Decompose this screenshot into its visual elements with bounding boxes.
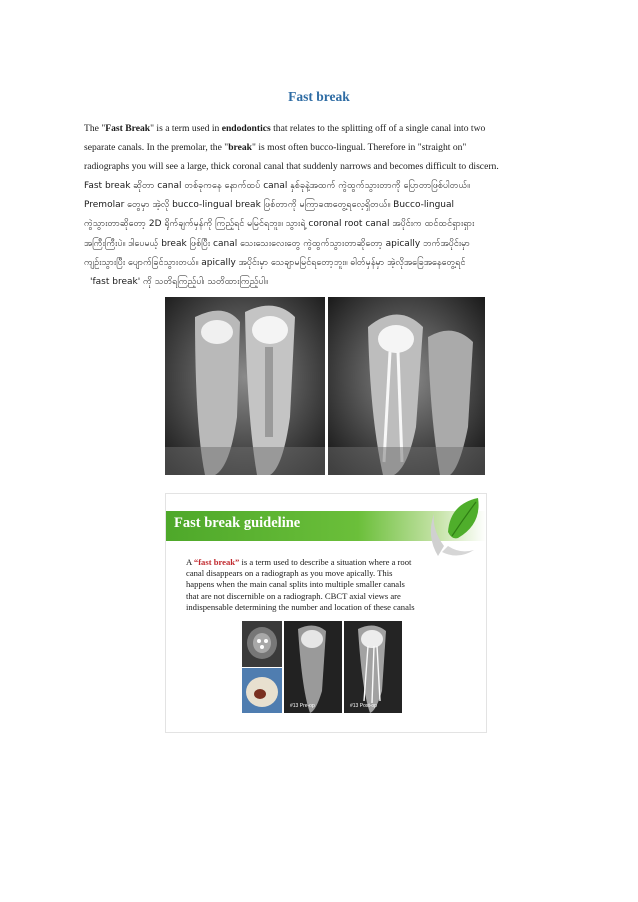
xray-postop-thumb: [344, 621, 402, 713]
english-line-3: radiographs you will see a large, thick coronal canal that suddenly narrows and becomes difficult to discern.: [84, 161, 499, 173]
slide-line-4: that are not discernible on a radiograph. CBCT axial views are: [186, 590, 401, 601]
xray-postop-image: [328, 297, 485, 475]
myanmar-paragraph: [84, 177, 562, 292]
xray-preop-thumb: [284, 621, 342, 713]
slide-line-1: A “fast break” is a term used to describe a situation where a root: [186, 557, 412, 567]
english-line-2: separate canals. In the premolar, the "break" is most often bucco-lingual. Therefore in "straight on": [84, 142, 467, 154]
myanmar-line-5: ကျဉ်းသွားပြီး ပျောက်ခြင်သွားတယ်။ apically အပိုင်းမှာ သေချာမမြင်ရတော့ဘူး။ ဓါတ်မှန်မှာ အဲ့လိုအခြေအနေတွေ့ရင်: [84, 257, 466, 268]
caption-postop: #13 Post-op: [350, 703, 377, 709]
page-title: Fast break: [288, 89, 350, 104]
dental-xray-figure: [165, 297, 485, 475]
english-paragraph: [84, 119, 562, 177]
xray-preop-image: [165, 297, 325, 475]
myanmar-line-2: Premolar တွေမှာ အဲ့လို bucco-lingual break ဖြစ်တာကို မကြာခဏတွေ့ရလေ့ရှိတယ်။ Bucco-lingual: [84, 200, 455, 211]
cbct-axial-image: [242, 621, 282, 667]
leaf-logo-icon: [424, 496, 486, 560]
slide-body: [186, 557, 476, 613]
myanmar-line-3: ကွဲသွားတာဆိုတော့ 2D ရိုက်ချက်မှန်ကို ကြည့်ရင် မမြင်ရဘူး။ သွားရဲ့ coronal root canal အပိုင်းက ထင်ထင်ရှားရှား: [84, 219, 475, 230]
tooth-crown-photo: [242, 668, 282, 713]
caption-preop: #13 Pre-op: [290, 703, 315, 709]
english-line-1: The "Fast Break" is a term used in endodontics that relates to the splitting off of a single canal into two: [84, 123, 486, 134]
myanmar-line-4: အကြီးကြီးပဲ။ ဒါပေမယ့် break ဖြစ်ပြီး canal သေးသေးလေးတွေ ကွဲထွက်သွားတာဆိုတော့ apically ဘက်အပိုင်းမှာ: [84, 238, 470, 249]
slide-heading: Fast break guideline: [174, 515, 301, 531]
myanmar-line-1: Fast break ဆိုတာ canal တစ်ခုကနေ နောက်ထပ် canal နှစ်ခုနဲ့အထက် ကွဲထွက်သွားတာကို ပြောတာဖြစ်ပါတယ်။: [84, 181, 470, 191]
guideline-slide: [165, 493, 487, 733]
slide-line-2: canal disappears on a radiograph as you move apically. This: [186, 568, 393, 579]
myanmar-line-6: 'fast break' ကို သတိရကြည့်ပါ၊ သတိထားကြည့်ပါ။: [90, 277, 268, 288]
slide-line-3: happens when the main canal splits into multiple smaller canals: [186, 579, 405, 590]
slide-line-5: indispensable determining the number and location of these canals: [186, 601, 415, 612]
